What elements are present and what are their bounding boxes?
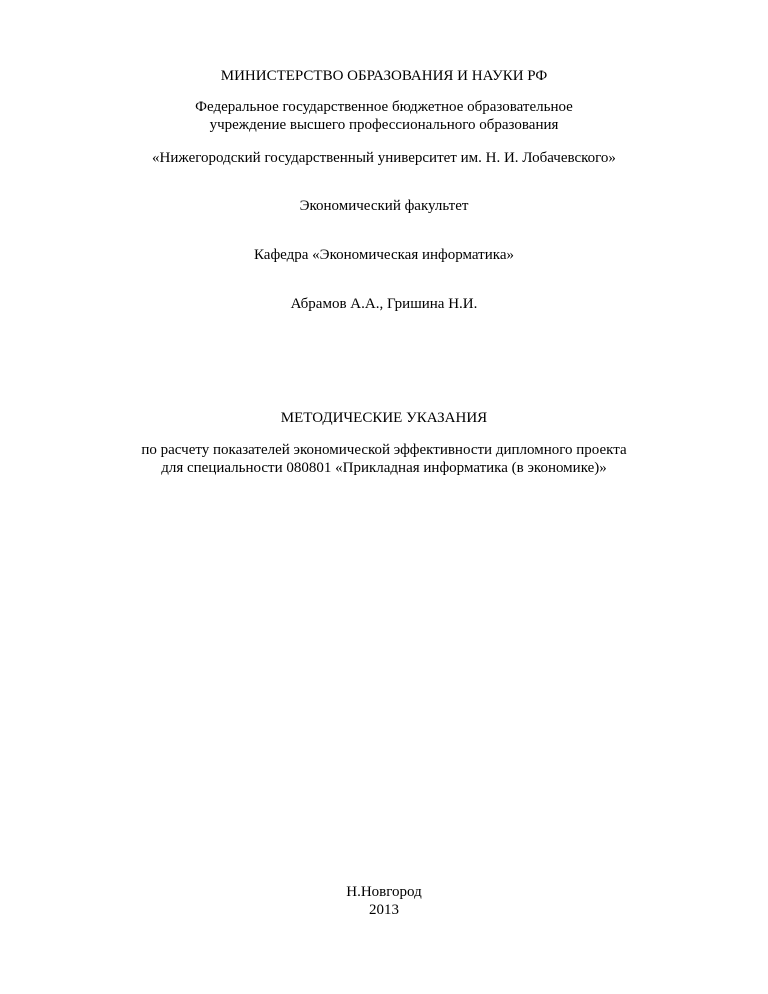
document-subtitle-line-2: для специальности 080801 «Прикладная информатика (в экономике)» xyxy=(161,460,607,476)
department-name: Кафедра «Экономическая информатика» xyxy=(254,247,514,263)
faculty-name: Экономический факультет xyxy=(299,198,469,214)
ministry-heading: МИНИСТЕРСТВО ОБРАЗОВАНИЯ И НАУКИ РФ xyxy=(220,68,548,84)
university-name: «Нижегородский государственный университет им. Н. И. Лобачевского» xyxy=(152,150,616,166)
year: 2013 xyxy=(369,902,399,918)
document-title: МЕТОДИЧЕСКИЕ УКАЗАНИЯ xyxy=(280,410,488,426)
institution-line-1: Федеральное государственное бюджетное образовательное xyxy=(195,99,573,115)
authors: Абрамов А.А., Гришина Н.И. xyxy=(290,296,478,312)
city: Н.Новгород xyxy=(346,884,422,900)
institution-line-2: учреждение высшего профессионального образования xyxy=(209,117,559,133)
document-subtitle-line-1: по расчету показателей экономической эффективности дипломного проекта xyxy=(141,442,627,458)
